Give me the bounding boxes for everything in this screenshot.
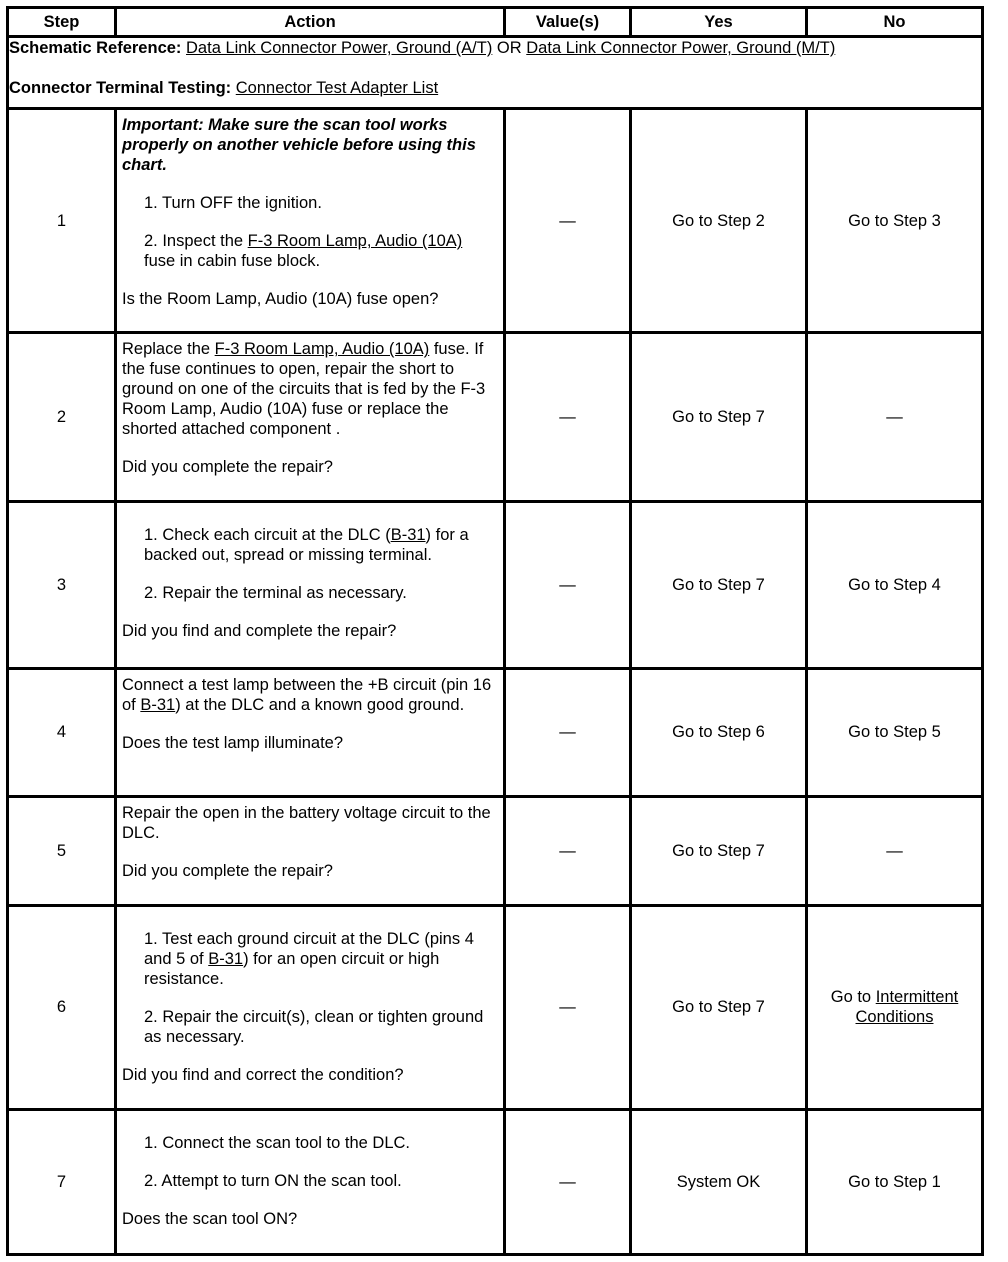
step-number: 6 bbox=[8, 905, 116, 1110]
action-item: 1. Check each circuit at the DLC (B-31) for a backed out, spread or missing terminal. bbox=[144, 525, 469, 564]
header-values: Value(s) bbox=[505, 8, 631, 37]
action-question: Did you find and correct the condition? bbox=[122, 1065, 404, 1084]
action-question: Did you complete the repair? bbox=[122, 862, 333, 881]
action-question: Did you find and complete the repair? bbox=[122, 621, 397, 640]
header-action: Action bbox=[116, 8, 505, 37]
value-cell: — bbox=[505, 1110, 631, 1255]
yes-cell: System OK bbox=[631, 1110, 807, 1255]
or-text: OR bbox=[496, 39, 522, 58]
no-cell: Go to Step 1 bbox=[807, 1110, 983, 1255]
header-step: Step bbox=[8, 8, 116, 37]
action-question: Is the Room Lamp, Audio (10A) fuse open? bbox=[122, 290, 439, 309]
action-cell bbox=[116, 797, 505, 905]
action-cell bbox=[116, 668, 505, 797]
step-number: 5 bbox=[8, 797, 116, 905]
header-no: No bbox=[807, 8, 983, 37]
value-cell: — bbox=[505, 109, 631, 333]
reference-cell bbox=[8, 37, 983, 109]
action-question: Does the scan tool ON? bbox=[122, 1210, 298, 1229]
action-item: 2. Attempt to turn ON the scan tool. bbox=[144, 1172, 402, 1191]
action-item: 1. Turn OFF the ignition. bbox=[144, 194, 322, 213]
action-item: 1. Connect the scan tool to the DLC. bbox=[144, 1134, 410, 1153]
important-note: Important: Make sure the scan tool works properly on another vehicle before using this chart. bbox=[122, 116, 476, 175]
reference-row bbox=[8, 37, 983, 109]
header-yes: Yes bbox=[631, 8, 807, 37]
no-cell: Go to Step 3 bbox=[807, 109, 983, 333]
no-cell: Go to Step 4 bbox=[807, 501, 983, 668]
connector-link[interactable]: B-31 bbox=[390, 525, 426, 544]
table-row bbox=[8, 333, 983, 502]
action-cell bbox=[116, 501, 505, 668]
table-row bbox=[8, 109, 983, 333]
action-item: 2. Repair the circuit(s), clean or tighten ground as necessary. bbox=[144, 1007, 484, 1046]
connector-link[interactable]: B-31 bbox=[140, 695, 176, 714]
fuse-link[interactable]: F-3 Room Lamp, Audio (10A) bbox=[247, 232, 463, 251]
connector-link[interactable]: B-31 bbox=[208, 949, 244, 968]
action-text: Connect a test lamp between the +B circuit (pin 16 of B-31) at the DLC and a known good ground. bbox=[122, 675, 492, 714]
yes-cell: Go to Step 7 bbox=[631, 797, 807, 905]
table-row bbox=[8, 797, 983, 905]
action-cell bbox=[116, 1110, 505, 1255]
schematic-reference-label: Schematic Reference: bbox=[9, 39, 182, 58]
diagnostic-table bbox=[6, 6, 984, 1256]
no-cell: Go to Intermittent Conditions bbox=[807, 905, 983, 1110]
table-row bbox=[8, 668, 983, 797]
action-item: 2. Inspect the F-3 Room Lamp, Audio (10A) fuse in cabin fuse block. bbox=[144, 232, 463, 271]
value-cell: — bbox=[505, 333, 631, 502]
step-number: 7 bbox=[8, 1110, 116, 1255]
table-row bbox=[8, 1110, 983, 1255]
no-cell: — bbox=[807, 333, 983, 502]
yes-cell: Go to Step 7 bbox=[631, 905, 807, 1110]
value-cell: — bbox=[505, 797, 631, 905]
intermittent-conditions-link[interactable]: Intermittent Conditions bbox=[855, 988, 959, 1027]
value-cell: — bbox=[505, 668, 631, 797]
value-cell: — bbox=[505, 905, 631, 1110]
schematic-link-at[interactable]: Data Link Connector Power, Ground (A/T) bbox=[186, 39, 493, 58]
yes-cell: Go to Step 2 bbox=[631, 109, 807, 333]
table-row bbox=[8, 905, 983, 1110]
header-row bbox=[8, 8, 983, 37]
yes-cell: Go to Step 7 bbox=[631, 333, 807, 502]
step-number: 4 bbox=[8, 668, 116, 797]
step-number: 3 bbox=[8, 501, 116, 668]
action-question: Did you complete the repair? bbox=[122, 458, 333, 477]
connector-testing-label: Connector Terminal Testing: bbox=[9, 79, 232, 98]
yes-cell: Go to Step 7 bbox=[631, 501, 807, 668]
action-text: Replace the F-3 Room Lamp, Audio (10A) fuse. If the fuse continues to open, repair the short to ground on one of the circuits that is fed by the F-3 Room Lamp, Audio (10A) fuse or replace the shorted attached component . bbox=[122, 340, 486, 439]
connector-terminal-testing bbox=[9, 78, 981, 98]
yes-cell: Go to Step 6 bbox=[631, 668, 807, 797]
step-number: 1 bbox=[8, 109, 116, 333]
step-number: 2 bbox=[8, 333, 116, 502]
connector-test-adapter-link[interactable]: Connector Test Adapter List bbox=[235, 79, 439, 98]
table-row bbox=[8, 501, 983, 668]
action-item: 2. Repair the terminal as necessary. bbox=[144, 583, 407, 602]
action-cell bbox=[116, 333, 505, 502]
schematic-reference bbox=[9, 38, 981, 58]
action-text: Repair the open in the battery voltage circuit to the DLC. bbox=[122, 804, 491, 843]
value-cell: — bbox=[505, 501, 631, 668]
action-item: 1. Test each ground circuit at the DLC (pins 4 and 5 of B-31) for an open circuit or high resistance. bbox=[144, 929, 474, 988]
action-cell bbox=[116, 109, 505, 333]
action-cell bbox=[116, 905, 505, 1110]
fuse-link[interactable]: F-3 Room Lamp, Audio (10A) bbox=[214, 340, 430, 359]
no-cell: — bbox=[807, 797, 983, 905]
schematic-link-mt[interactable]: Data Link Connector Power, Ground (M/T) bbox=[526, 39, 836, 58]
no-cell: Go to Step 5 bbox=[807, 668, 983, 797]
action-question: Does the test lamp illuminate? bbox=[122, 733, 344, 752]
